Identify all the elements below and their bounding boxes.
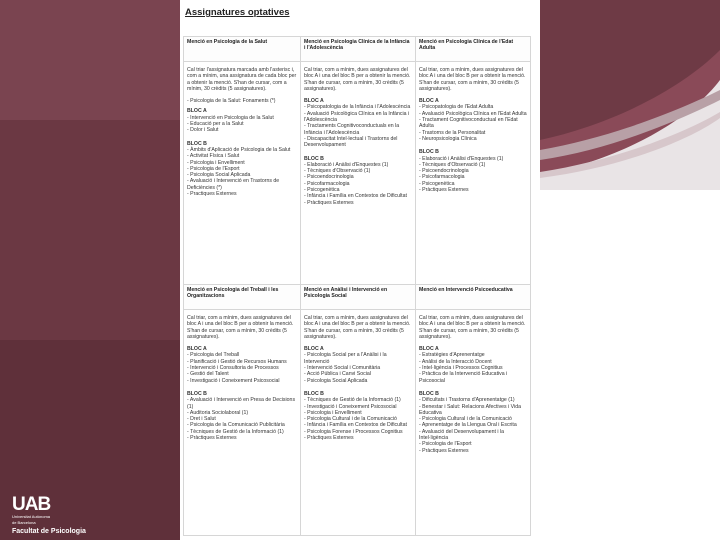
list-item: - Avaluació i Intervenció en Presa de Decisions (1) — [187, 397, 296, 410]
mention-cell — [416, 310, 531, 536]
list-item: - Psicologia i Envelliment — [187, 159, 245, 166]
list-item: - Pràctiques Externes — [419, 187, 469, 194]
list-item: - Psicopatologia de la Infància i l'Adolescència — [304, 104, 411, 111]
list-item: - Anàlisi de la Interacció Docent — [419, 358, 492, 365]
right-background — [540, 190, 720, 540]
logo-university: Universitat Autònoma — [12, 514, 51, 519]
list-item: - Avaluació i Intervenció en Trastorns de Deficiències (*) — [187, 178, 280, 191]
mention-intro: Cal triar, com a mínim, dues assignatures del bloc A i una del bloc B per a obtenir la menció. S'han de cursar, com a mínim, 30 crèdits (5 assignatures). — [187, 315, 294, 340]
list-item: - Intervenció i Consultoria de Processos — [187, 365, 279, 372]
logo-mark: UAB — [12, 494, 51, 515]
mention-intro: Cal triar, com a mínim, dues assignatures del bloc A i una del bloc B per a obtenir la menció. S'han de cursar, com a mínim, 30 crèdits (5 assignatures). — [304, 315, 411, 340]
list-item: - Psicologia del Treball — [187, 352, 240, 359]
list-item: - Pràctiques Externes — [304, 199, 354, 206]
uab-logo — [12, 495, 86, 535]
bloc-label: BLOC A — [304, 346, 324, 353]
list-item: - Investigació i Coneixement Psicosocial — [304, 403, 397, 410]
table-header-cell: Menció en Intervenció Psicoeducativa — [416, 285, 531, 310]
list-item: - Psicologia i Envelliment — [304, 409, 362, 416]
list-item: - Benestar i Salut: Relacions Afectives i Vida Educativa — [419, 403, 521, 416]
list-item: - Elaboració i Anàlisi d'Enquestes (1) — [304, 161, 389, 168]
list-item: - Pràctica de la Intervenció Educativa i Psicosocial — [419, 371, 508, 384]
list-item: - Àmbits d'Aplicació de Psicologia de la Salut — [187, 146, 291, 153]
list-item: - Trastorns de la Personalitat — [419, 129, 486, 136]
sidebar-band — [0, 120, 180, 340]
list-item: - Pràctiques Externes — [419, 447, 469, 454]
table-header-cell: Menció en Psicologia Clínica de la Infància i l'Adolescència — [301, 37, 416, 62]
list-item: - Psicologia Social Aplicada — [304, 377, 368, 384]
list-item: - Acció Pública i Canvi Social — [304, 371, 371, 378]
list-item: - Psicologia Social Aplicada — [187, 172, 251, 179]
list-item: - Investigació i Coneixement Psicosocial — [187, 377, 280, 384]
mention-cell — [184, 310, 301, 536]
list-item: - Infància i Família en Contextos de Dificultat — [304, 422, 407, 429]
list-item: - Psicologia de l'Esport — [419, 441, 472, 448]
list-item: - Psicologia Social per a l'Anàlisi i la Intervenció — [304, 352, 387, 365]
list-item: - Tècniques de Gestió de la Informació (1) — [187, 428, 284, 435]
bloc-label: BLOC B — [187, 140, 207, 147]
list-item: - Neuropsicologia Clínica — [419, 135, 477, 142]
list-item: - Psicologia de la Salut: Fonaments (*) — [187, 98, 276, 105]
list-item: - Psicofarmacologia — [419, 174, 465, 181]
list-item: - Psicofarmacologia — [304, 180, 350, 187]
mention-intro: Cal triar, com a mínim, dues assignatures del bloc A i una del bloc B per a obtenir la menció. S'han de cursar, com a mínim, 30 crèdits (5 assignatures). — [419, 315, 526, 340]
bloc-label: BLOC A — [187, 346, 207, 353]
list-item: - Tècniques de Gestió de la Informació (1) — [304, 397, 401, 404]
list-item: - Discapacitat Intel·lectual i Trastorns del Desenvolupament — [304, 135, 398, 149]
table-header-cell: Menció en Psicologia de la Salut — [184, 37, 301, 62]
mention-cell — [301, 62, 416, 287]
list-item: - Intervenció en Psicologia de la Salut — [187, 114, 274, 121]
list-item: - Elaboració i Anàlisi d'Enquestes (1) — [419, 155, 504, 162]
list-item: - Dificultats i Trastorns d'Aprenentatge (1) — [419, 397, 515, 404]
bloc-label: BLOC B — [304, 390, 324, 397]
bloc-label: BLOC A — [419, 98, 439, 105]
bloc-label: BLOC B — [304, 155, 324, 162]
mention-cell — [416, 62, 531, 287]
list-item: - Tractament Cognitivoconductual en l'Edat Adulta — [419, 117, 518, 130]
logo-faculty: Facultat de Psicologia — [12, 528, 86, 536]
list-item: - Avaluació Psicològica Clínica en la Infància i l'Adolescència — [304, 110, 410, 124]
bloc-label: BLOC A — [187, 108, 207, 115]
list-item: - Intel·ligència i Processos Cognitius — [419, 365, 503, 372]
list-item: - Dret i Salut — [187, 416, 216, 423]
mention-intro: Cal triar, com a mínim, dues assignatures del bloc A i una del bloc B per a obtenir la menció. S'han de cursar, com a mínim, 30 crèdits (5 assignatures). — [304, 67, 411, 92]
table-header-cell: Menció en Psicologia Clínica de l'Edat Adulta — [416, 37, 531, 62]
list-item: - Psicogenètica — [419, 180, 455, 187]
mention-intro: Cal triar l'assignatura marcada amb l'asterisc i, com a mínim, una assignatura de cada bloc per a obtenir la menció. S'han de cursar, com a mínim, 30 crèdits (5 assignatures). — [187, 67, 297, 92]
table-header-cell: Menció en Anàlisi i Intervenció en Psicologia Social — [301, 285, 416, 310]
list-item: - Estratègies d'Aprenentatge — [419, 352, 485, 359]
list-item: - Tractaments Cognitivoconductuals en la Infància i l'Adolescència — [304, 123, 400, 136]
list-item: - Pràctiques Externes — [187, 435, 237, 442]
bloc-label: BLOC A — [304, 98, 324, 105]
list-item: - Dolor i Salut — [187, 127, 219, 134]
list-item: - Avaluació Psicològica Clínica en l'Edat Adulta — [419, 110, 527, 117]
list-item: - Pràctiques Externes — [304, 435, 354, 442]
bloc-label: BLOC B — [419, 149, 439, 156]
list-item: - Psicopatologia de l'Edat Adulta — [419, 104, 494, 111]
bloc-label: BLOC B — [419, 390, 439, 397]
logo-city: de Barcelona — [12, 519, 36, 525]
list-item: - Planificació i Gestió de Recursos Humans — [187, 358, 287, 365]
sidebar-band — [0, 0, 180, 120]
list-item: - Activitat Física i Salut — [187, 153, 240, 160]
list-item: - Gestió del Talent — [187, 371, 229, 378]
list-item: - Psicologia de l'Esport — [187, 165, 240, 172]
list-item: - Tècniques d'Observació (1) — [419, 161, 486, 168]
list-item: - Infància i Família en Contextos de Dificultat — [304, 193, 407, 200]
list-item: - Psicoendocrinologia — [419, 168, 469, 175]
list-item: - Tècniques d'Observació (1) — [304, 168, 371, 175]
list-item: - Aprenentatge de la Llengua Oral i Escrita — [419, 422, 517, 429]
mentions-table-bottom — [183, 284, 531, 536]
list-item: - Auditoria Sociolaboral (1) — [187, 409, 249, 416]
bloc-label: BLOC B — [187, 390, 207, 397]
list-item: - Avaluació del Desenvolupament i la Intel·ligència — [419, 428, 504, 442]
mentions-table-top — [183, 36, 531, 287]
mention-cell — [184, 62, 301, 287]
list-item: - Practiques Externes — [187, 191, 237, 198]
list-item: - Psicologia Forense i Processos Cognitius — [304, 428, 403, 435]
slide-title: Assignatures optatives — [185, 7, 290, 18]
list-item: - Psicologia Cultural i de la Comunicació — [304, 416, 397, 423]
bloc-label: BLOC A — [419, 346, 439, 353]
mention-cell — [301, 310, 416, 536]
table-header-cell: Menció en Psicologia del Treball i les Organitzacions — [184, 285, 301, 310]
list-item: - Psicogenètica — [304, 187, 340, 194]
sidebar-panel — [0, 0, 180, 540]
mention-intro: Cal triar, com a mínim, dues assignatures del bloc A i una del bloc B per a obtenir la menció. S'han de cursar, com a mínim, 30 crèdits (5 assignatures). — [419, 67, 526, 92]
list-item: - Psicologia Cultural i de la Comunicació — [419, 416, 512, 423]
list-item: - Psicoendocrinologia — [304, 174, 354, 181]
list-item: - Intervenció Social i Comunitària — [304, 365, 381, 372]
list-item: - Educació per a la Salut — [187, 121, 244, 128]
list-item: - Psicologia de la Comunicació Publicitària — [187, 422, 285, 429]
